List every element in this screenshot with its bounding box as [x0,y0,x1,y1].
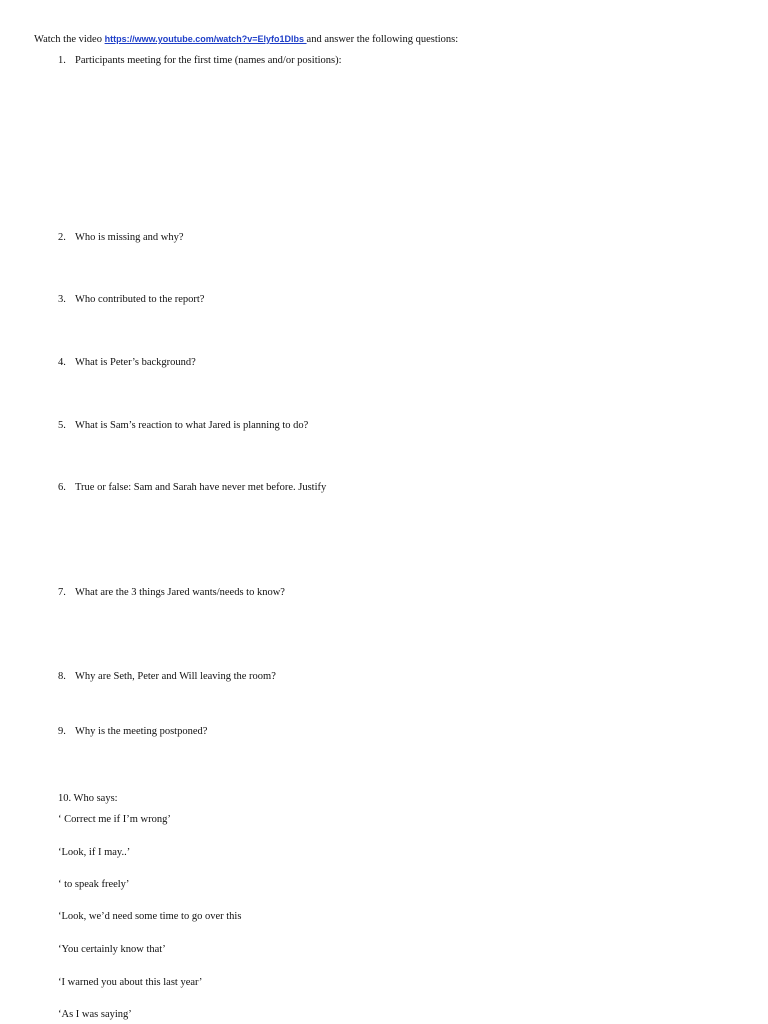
question-8 [58,670,276,683]
question-text: True or false: Sam and Sarah have never met before. Justify [75,482,327,493]
question-text: Why is the meeting postponed? [75,726,208,737]
question-number: 2. [58,232,66,243]
question-text: What is Peter’s background? [75,357,196,368]
question-number: 6. [58,482,66,493]
question-text: Who is missing and why? [75,232,184,243]
question-text: What is Sam’s reaction to what Jared is planning to do? [75,420,309,431]
question-number: 9. [58,726,66,737]
quote-item: ‘ to speak freely’ [58,879,130,890]
intro-text-before: Watch the video [34,34,105,45]
question-text: Participants meeting for the first time (names and/or positions): [75,55,342,66]
question-9 [58,725,207,738]
quote-item: ‘Look, if I may..’ [58,847,131,858]
question-text: What are the 3 things Jared wants/needs to know? [75,587,285,598]
quote-item: ‘I warned you about this last year’ [58,977,203,988]
question-3 [58,293,204,306]
quote-item: ‘ Correct me if I’m wrong’ [58,814,171,825]
question-6 [58,481,326,494]
video-link[interactable]: https://www.youtube.com/watch?v=Elyfo1Dlbs [104,34,307,44]
question-10-heading: 10. Who says: [58,793,118,804]
question-number: 1. [58,55,66,66]
question-number: 3. [58,294,66,305]
question-text: Who contributed to the report? [75,294,205,305]
question-5 [58,419,308,432]
question-1 [58,54,342,67]
intro-text-after: and answer the following questions: [306,34,459,45]
intro-instruction [34,33,458,46]
question-4 [58,356,196,369]
question-number: 5. [58,420,66,431]
quote-item: ‘Look, we’d need some time to go over this [58,911,242,922]
question-number: 4. [58,357,66,368]
question-7 [58,586,285,599]
question-text: Why are Seth, Peter and Will leaving the room? [75,671,276,682]
quote-item: ‘You certainly know that’ [58,944,166,955]
question-number: 7. [58,587,66,598]
quote-item: ‘As I was saying’ [58,1009,132,1020]
question-number: 8. [58,671,66,682]
question-2 [58,231,184,244]
